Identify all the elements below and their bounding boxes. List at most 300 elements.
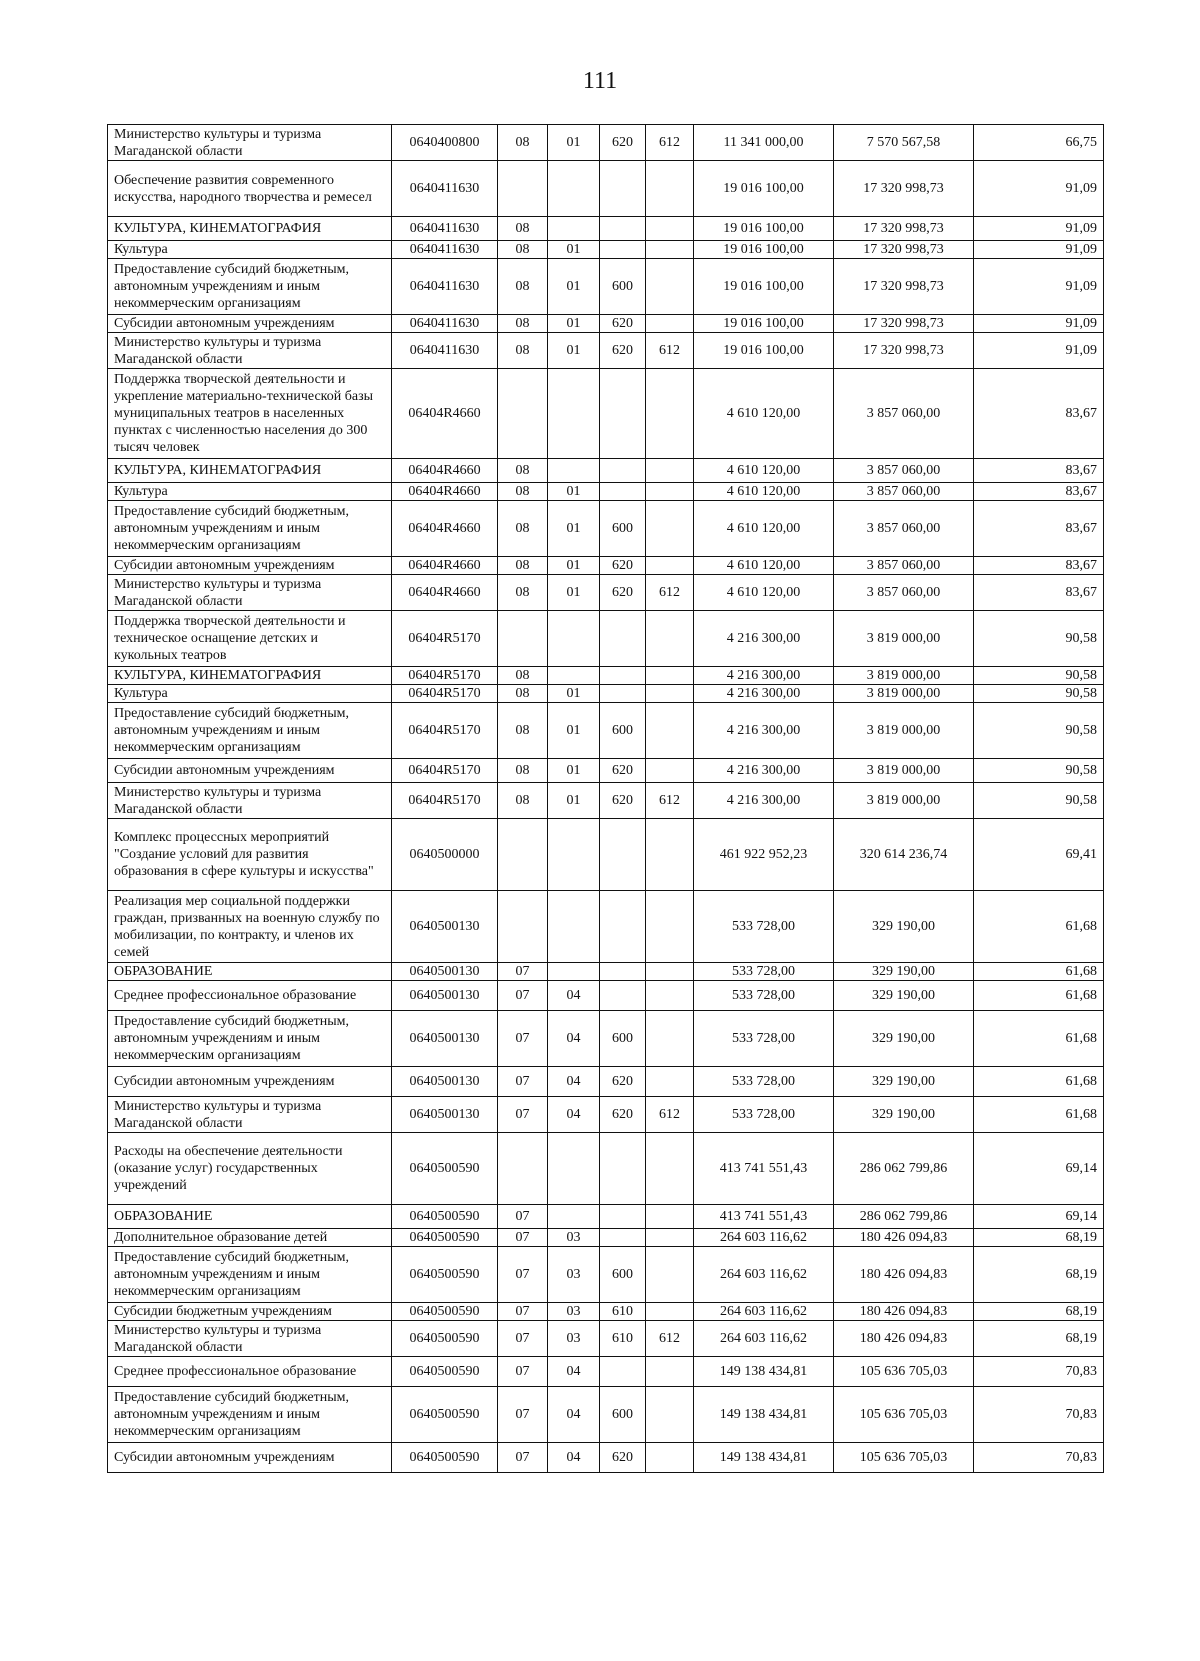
subsection-code [548,1205,600,1229]
expense-detail-code [646,759,694,783]
target-code: 0640500130 [392,981,498,1011]
expense-detail-code [646,981,694,1011]
target-code: 0640411630 [392,333,498,369]
subsection-code: 01 [548,333,600,369]
executed-amount: 180 426 094,83 [834,1247,974,1303]
target-code: 06404R4660 [392,369,498,459]
table-row [108,1067,1104,1097]
expense-type-code: 600 [600,1011,646,1067]
row-name: Культура [108,241,392,259]
subsection-code [548,667,600,685]
expense-detail-code [646,501,694,557]
table-body [108,125,1104,1473]
subsection-code: 01 [548,483,600,501]
target-code: 06404R4660 [392,483,498,501]
expense-type-code [600,217,646,241]
target-code: 06404R4660 [392,459,498,483]
section-code: 08 [498,459,548,483]
expense-detail-code: 612 [646,333,694,369]
execution-percent: 91,09 [974,241,1104,259]
executed-amount: 329 190,00 [834,963,974,981]
planned-amount: 413 741 551,43 [694,1133,834,1205]
planned-amount: 461 922 952,23 [694,819,834,891]
expense-detail-code [646,217,694,241]
expense-type-code: 620 [600,315,646,333]
expense-type-code: 610 [600,1303,646,1321]
expense-type-code [600,241,646,259]
planned-amount: 4 216 300,00 [694,667,834,685]
expense-type-code [600,891,646,963]
expense-detail-code: 612 [646,783,694,819]
executed-amount: 3 857 060,00 [834,501,974,557]
section-code: 08 [498,685,548,703]
executed-amount: 3 819 000,00 [834,759,974,783]
table-row [108,125,1104,161]
section-code: 08 [498,483,548,501]
subsection-code: 01 [548,703,600,759]
planned-amount: 19 016 100,00 [694,315,834,333]
subsection-code [548,963,600,981]
row-name: Предоставление субсидий бюджетным, автономным учреждениям и иным некоммерческим организациям [108,501,392,557]
expense-type-code: 600 [600,703,646,759]
row-name: Субсидии автономным учреждениям [108,315,392,333]
executed-amount: 17 320 998,73 [834,333,974,369]
row-name: Министерство культуры и туризма Магаданской области [108,1097,392,1133]
page-number: 111 [582,68,618,94]
table-row [108,981,1104,1011]
planned-amount: 264 603 116,62 [694,1247,834,1303]
expense-type-code: 620 [600,333,646,369]
section-code: 07 [498,1229,548,1247]
expense-type-code: 600 [600,1387,646,1443]
table-row [108,759,1104,783]
row-name: Поддержка творческой деятельности и техническое оснащение детских и кукольных театров [108,611,392,667]
expense-detail-code [646,1011,694,1067]
planned-amount: 4 610 120,00 [694,501,834,557]
planned-amount: 19 016 100,00 [694,241,834,259]
subsection-code [548,161,600,217]
expense-type-code [600,981,646,1011]
subsection-code [548,891,600,963]
executed-amount: 3 819 000,00 [834,667,974,685]
section-code [498,891,548,963]
section-code: 07 [498,963,548,981]
target-code: 06404R5170 [392,667,498,685]
section-code: 08 [498,759,548,783]
row-name: Министерство культуры и туризма Магаданской области [108,1321,392,1357]
row-name: Среднее профессиональное образование [108,981,392,1011]
row-name: Дополнительное образование детей [108,1229,392,1247]
row-name: Субсидии бюджетным учреждениям [108,1303,392,1321]
executed-amount: 105 636 705,03 [834,1387,974,1443]
row-name: Субсидии автономным учреждениям [108,557,392,575]
planned-amount: 533 728,00 [694,1011,834,1067]
expense-detail-code [646,1247,694,1303]
table-row [108,459,1104,483]
row-name: ОБРАЗОВАНИЕ [108,963,392,981]
table-row [108,575,1104,611]
executed-amount: 3 857 060,00 [834,459,974,483]
executed-amount: 3 819 000,00 [834,783,974,819]
execution-percent: 61,68 [974,1011,1104,1067]
table-row [108,501,1104,557]
planned-amount: 19 016 100,00 [694,161,834,217]
target-code: 0640500130 [392,1067,498,1097]
section-code: 07 [498,1303,548,1321]
section-code: 08 [498,315,548,333]
planned-amount: 4 610 120,00 [694,557,834,575]
row-name: Комплекс процессных мероприятий "Создание условий для развития образования в сфере культуры и искусства" [108,819,392,891]
expense-type-code [600,161,646,217]
target-code: 06404R4660 [392,501,498,557]
row-name: Министерство культуры и туризма Магаданской области [108,333,392,369]
executed-amount: 180 426 094,83 [834,1303,974,1321]
target-code: 0640411630 [392,161,498,217]
planned-amount: 4 216 300,00 [694,611,834,667]
subsection-code: 03 [548,1247,600,1303]
expense-type-code [600,459,646,483]
table-row [108,1011,1104,1067]
expense-type-code [600,819,646,891]
row-name: Реализация мер социальной поддержки граждан, призванных на военную службу по мобилизации, по контракту, и членов их семей [108,891,392,963]
target-code: 06404R5170 [392,685,498,703]
section-code: 07 [498,1247,548,1303]
executed-amount: 329 190,00 [834,1011,974,1067]
section-code [498,369,548,459]
expense-type-code: 600 [600,501,646,557]
table-row [108,259,1104,315]
expense-detail-code [646,1303,694,1321]
executed-amount: 17 320 998,73 [834,315,974,333]
row-name: Культура [108,685,392,703]
section-code: 07 [498,1443,548,1473]
section-code: 08 [498,575,548,611]
target-code: 0640500130 [392,1097,498,1133]
expense-type-code: 610 [600,1321,646,1357]
row-name: КУЛЬТУРА, КИНЕМАТОГРАФИЯ [108,459,392,483]
expense-detail-code [646,1205,694,1229]
row-name: Министерство культуры и туризма Магаданской области [108,575,392,611]
expense-detail-code [646,1387,694,1443]
subsection-code: 04 [548,1097,600,1133]
subsection-code: 04 [548,1443,600,1473]
section-code: 08 [498,125,548,161]
expense-type-code: 620 [600,759,646,783]
executed-amount: 329 190,00 [834,1067,974,1097]
planned-amount: 533 728,00 [694,1097,834,1133]
expense-detail-code [646,241,694,259]
expense-detail-code [646,667,694,685]
row-name: КУЛЬТУРА, КИНЕМАТОГРАФИЯ [108,217,392,241]
executed-amount: 3 857 060,00 [834,557,974,575]
executed-amount: 180 426 094,83 [834,1321,974,1357]
expense-detail-code [646,1067,694,1097]
table-row [108,685,1104,703]
expense-detail-code [646,703,694,759]
planned-amount: 4 610 120,00 [694,575,834,611]
execution-percent: 83,67 [974,483,1104,501]
expense-type-code [600,1205,646,1229]
executed-amount: 17 320 998,73 [834,241,974,259]
executed-amount: 17 320 998,73 [834,259,974,315]
execution-percent: 66,75 [974,125,1104,161]
executed-amount: 329 190,00 [834,1097,974,1133]
row-name: Субсидии автономным учреждениям [108,1067,392,1097]
subsection-code: 01 [548,125,600,161]
subsection-code: 03 [548,1321,600,1357]
subsection-code: 01 [548,783,600,819]
executed-amount: 3 857 060,00 [834,575,974,611]
execution-percent: 83,67 [974,459,1104,483]
subsection-code: 01 [548,557,600,575]
executed-amount: 180 426 094,83 [834,1229,974,1247]
expense-detail-code: 612 [646,125,694,161]
section-code: 07 [498,1011,548,1067]
subsection-code: 01 [548,241,600,259]
row-name: Культура [108,483,392,501]
row-name: Поддержка творческой деятельности и укрепление материально-технической базы муниципальных театров в населенных пунктах с численностью населения до 300 тысяч человек [108,369,392,459]
table-row [108,241,1104,259]
target-code: 0640411630 [392,217,498,241]
expense-detail-code [646,1357,694,1387]
target-code: 0640411630 [392,259,498,315]
table-row [108,1247,1104,1303]
table-row [108,1303,1104,1321]
executed-amount: 3 819 000,00 [834,703,974,759]
subsection-code: 01 [548,575,600,611]
section-code [498,611,548,667]
row-name: Предоставление субсидий бюджетным, автономным учреждениям и иным некоммерческим организациям [108,1387,392,1443]
target-code: 0640500590 [392,1205,498,1229]
expense-type-code: 620 [600,557,646,575]
execution-percent: 61,68 [974,891,1104,963]
execution-percent: 91,09 [974,333,1104,369]
execution-percent: 68,19 [974,1247,1104,1303]
section-code: 08 [498,241,548,259]
expense-type-code: 620 [600,575,646,611]
executed-amount: 329 190,00 [834,981,974,1011]
execution-percent: 83,67 [974,557,1104,575]
table-row [108,891,1104,963]
row-name: Предоставление субсидий бюджетным, автономным учреждениям и иным некоммерческим организациям [108,259,392,315]
target-code: 06404R4660 [392,575,498,611]
planned-amount: 149 138 434,81 [694,1387,834,1443]
section-code: 07 [498,1205,548,1229]
executed-amount: 3 857 060,00 [834,369,974,459]
table-row [108,783,1104,819]
row-name: Субсидии автономным учреждениям [108,759,392,783]
execution-percent: 69,14 [974,1133,1104,1205]
section-code: 07 [498,1387,548,1443]
table-row [108,217,1104,241]
table-row [108,483,1104,501]
expense-detail-code [646,891,694,963]
table-row [108,1097,1104,1133]
expense-detail-code [646,557,694,575]
execution-percent: 90,58 [974,783,1104,819]
target-code: 0640500590 [392,1133,498,1205]
expense-detail-code: 612 [646,1097,694,1133]
planned-amount: 4 610 120,00 [694,459,834,483]
planned-amount: 533 728,00 [694,981,834,1011]
target-code: 06404R4660 [392,557,498,575]
table-row [108,1357,1104,1387]
section-code: 08 [498,557,548,575]
planned-amount: 4 610 120,00 [694,483,834,501]
target-code: 0640500590 [392,1387,498,1443]
table-row [108,1205,1104,1229]
table-row [108,703,1104,759]
row-name: Предоставление субсидий бюджетным, автономным учреждениям и иным некоммерческим организациям [108,703,392,759]
execution-percent: 90,58 [974,685,1104,703]
planned-amount: 11 341 000,00 [694,125,834,161]
section-code: 08 [498,501,548,557]
execution-percent: 91,09 [974,161,1104,217]
subsection-code: 04 [548,1357,600,1387]
target-code: 0640500590 [392,1443,498,1473]
execution-percent: 68,19 [974,1321,1104,1357]
row-name: Министерство культуры и туризма Магаданской области [108,783,392,819]
table-row [108,161,1104,217]
expense-type-code: 620 [600,1443,646,1473]
execution-percent: 90,58 [974,667,1104,685]
section-code: 08 [498,259,548,315]
execution-percent: 91,09 [974,259,1104,315]
expense-type-code [600,1357,646,1387]
expense-detail-code [646,483,694,501]
section-code [498,161,548,217]
expense-detail-code: 612 [646,575,694,611]
target-code: 0640411630 [392,241,498,259]
planned-amount: 264 603 116,62 [694,1229,834,1247]
planned-amount: 4 216 300,00 [694,759,834,783]
execution-percent: 69,14 [974,1205,1104,1229]
expense-type-code [600,1133,646,1205]
row-name: Расходы на обеспечение деятельности (оказание услуг) государственных учреждений [108,1133,392,1205]
row-name: Предоставление субсидий бюджетным, автономным учреждениям и иным некоммерческим организациям [108,1011,392,1067]
execution-percent: 69,41 [974,819,1104,891]
executed-amount: 105 636 705,03 [834,1443,974,1473]
expense-type-code: 600 [600,259,646,315]
execution-percent: 68,19 [974,1303,1104,1321]
executed-amount: 105 636 705,03 [834,1357,974,1387]
execution-percent: 68,19 [974,1229,1104,1247]
expense-detail-code [646,315,694,333]
target-code: 0640500590 [392,1229,498,1247]
target-code: 0640500130 [392,891,498,963]
planned-amount: 19 016 100,00 [694,259,834,315]
expense-detail-code [646,1133,694,1205]
table-row [108,1387,1104,1443]
executed-amount: 329 190,00 [834,891,974,963]
execution-percent: 83,67 [974,369,1104,459]
row-name: Министерство культуры и туризма Магаданской области [108,125,392,161]
section-code: 08 [498,217,548,241]
planned-amount: 149 138 434,81 [694,1443,834,1473]
table-row [108,557,1104,575]
expense-detail-code [646,161,694,217]
planned-amount: 149 138 434,81 [694,1357,834,1387]
table-row [108,315,1104,333]
execution-percent: 91,09 [974,217,1104,241]
expense-detail-code [646,611,694,667]
target-code: 06404R5170 [392,759,498,783]
expense-detail-code [646,259,694,315]
target-code: 0640500590 [392,1357,498,1387]
execution-percent: 83,67 [974,575,1104,611]
subsection-code [548,1133,600,1205]
subsection-code [548,611,600,667]
target-code: 06404R5170 [392,703,498,759]
table-row [108,667,1104,685]
planned-amount: 413 741 551,43 [694,1205,834,1229]
section-code: 08 [498,333,548,369]
executed-amount: 286 062 799,86 [834,1133,974,1205]
planned-amount: 19 016 100,00 [694,333,834,369]
expense-type-code: 620 [600,783,646,819]
target-code: 0640500590 [392,1247,498,1303]
executed-amount: 17 320 998,73 [834,217,974,241]
execution-percent: 61,68 [974,1097,1104,1133]
expense-type-code [600,963,646,981]
execution-percent: 90,58 [974,759,1104,783]
table-row [108,1133,1104,1205]
subsection-code: 04 [548,981,600,1011]
section-code [498,1133,548,1205]
execution-percent: 61,68 [974,963,1104,981]
expense-type-code [600,483,646,501]
executed-amount: 3 857 060,00 [834,483,974,501]
section-code: 07 [498,1357,548,1387]
expense-detail-code [646,1229,694,1247]
executed-amount: 17 320 998,73 [834,161,974,217]
row-name: КУЛЬТУРА, КИНЕМАТОГРАФИЯ [108,667,392,685]
expense-detail-code [646,685,694,703]
expense-detail-code [646,963,694,981]
planned-amount: 4 216 300,00 [694,783,834,819]
row-name: Среднее профессиональное образование [108,1357,392,1387]
target-code: 0640500590 [392,1321,498,1357]
subsection-code [548,459,600,483]
table-row [108,1229,1104,1247]
section-code: 07 [498,1097,548,1133]
expense-type-code [600,611,646,667]
planned-amount: 264 603 116,62 [694,1303,834,1321]
subsection-code: 01 [548,259,600,315]
target-code: 0640500130 [392,1011,498,1067]
execution-percent: 70,83 [974,1443,1104,1473]
planned-amount: 533 728,00 [694,963,834,981]
execution-percent: 70,83 [974,1387,1104,1443]
target-code: 0640500130 [392,963,498,981]
executed-amount: 7 570 567,58 [834,125,974,161]
table-row [108,369,1104,459]
executed-amount: 3 819 000,00 [834,611,974,667]
planned-amount: 533 728,00 [694,1067,834,1097]
planned-amount: 4 216 300,00 [694,703,834,759]
subsection-code: 04 [548,1387,600,1443]
subsection-code: 01 [548,685,600,703]
target-code: 0640411630 [392,315,498,333]
target-code: 06404R5170 [392,611,498,667]
section-code: 07 [498,1321,548,1357]
planned-amount: 4 216 300,00 [694,685,834,703]
subsection-code: 04 [548,1011,600,1067]
table-row [108,333,1104,369]
expense-detail-code [646,819,694,891]
table-row [108,611,1104,667]
subsection-code: 01 [548,315,600,333]
